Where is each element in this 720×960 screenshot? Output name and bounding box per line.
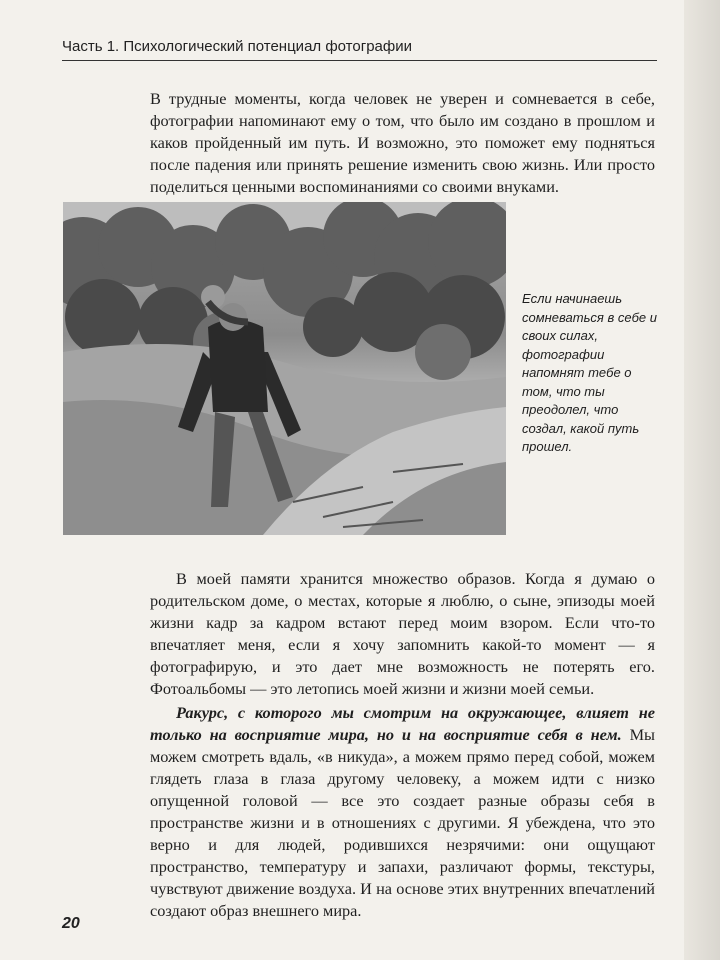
- page-number: 20: [62, 915, 80, 932]
- running-head: Часть 1. Психологический потенциал фотографии: [62, 38, 412, 55]
- page-edge: [684, 0, 720, 960]
- paragraph-3-emphasis: Ракурс, с которого мы смотрим на окружающее, влияет не только на восприятие мира, но и на восприятие себя в нем.: [150, 703, 655, 744]
- paragraph-3-body: Мы можем смотреть вдаль, «в никуда», а можем прямо перед собой, можем глядеть глаза в глаза другому человеку, а можем идти с низко опущенной головой — все это создает разные образы себя в пространстве жизни и в отношениях с другими. Я убеждена, что это верно и для людей, родившихся незрячими: они ощущают пространство, температуру и запахи, различают формы, текстуры, чувствуют движение воздуха. И на основе этих внутренних впечатлений создают образ внешнего мира.: [150, 725, 655, 920]
- paragraph-2: В моей памяти хранится множество образов. Когда я думаю о родительском доме, о местах, которые я люблю, о сыне, эпизоды моей жизни кадр за кадром встают перед моим взором. Если что-то впечатляет меня, если я хочу запомнить какой-то момент — я фотографирую, и это дает мне возможность не потерять его. Фотоальбомы — это летопись моей жизни и жизни моей семьи.: [150, 569, 655, 698]
- photo-man-carrying-woman-on-back: [63, 202, 506, 535]
- photo-caption: Если начинаешь сомневаться в себе и своих силах, фотографии напомнят тебе о том, что ты преодолел, что создал, какой путь прошел.: [522, 291, 657, 454]
- paragraph-3: [150, 702, 655, 922]
- paragraph-1: В трудные моменты, когда человек не уверен и сомневается в себе, фотографии напоминают ему о том, что было им создано в прошлом и каков пройденный им путь. И возможно, это поможет ему подняться после падения или принять решение изменить свою жизнь. Или просто поделиться ценными воспоминаниями со своими внуками.: [150, 89, 655, 196]
- header-rule: [62, 60, 657, 61]
